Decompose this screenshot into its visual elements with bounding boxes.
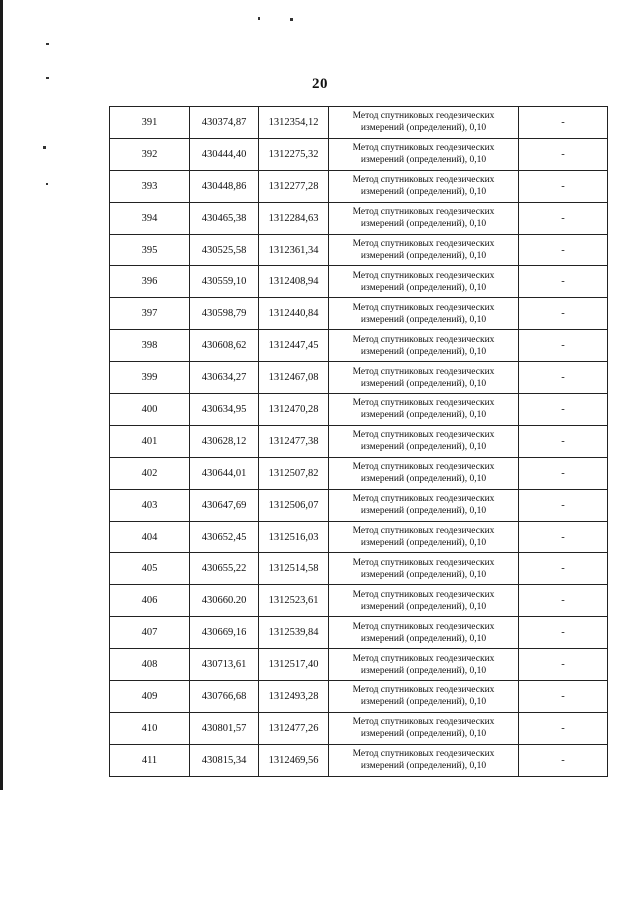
point-number-cell: 407 [110, 617, 190, 649]
y-coordinate-cell: 1312467,08 [259, 362, 329, 394]
point-number-cell: 396 [110, 266, 190, 298]
y-coordinate-cell: 1312477,38 [259, 425, 329, 457]
point-number-cell: 392 [110, 138, 190, 170]
description-cell: - [519, 521, 608, 553]
method-line-1: Метод спутниковых геодезических [352, 621, 495, 632]
method-line-2: измерений (определений), 0,10 [360, 442, 487, 453]
y-coordinate-cell: 1312493,28 [259, 681, 329, 713]
method-line-2: измерений (определений), 0,10 [360, 761, 487, 772]
method-cell [329, 138, 519, 170]
point-number-cell: 404 [110, 521, 190, 553]
method-line-2: измерений (определений), 0,10 [360, 506, 487, 517]
method-cell [329, 553, 519, 585]
method-line-1: Метод спутниковых геодезических [352, 334, 495, 345]
table-row [110, 553, 608, 585]
method-line-1: Метод спутниковых геодезических [352, 398, 495, 409]
y-coordinate-cell: 1312539,84 [259, 617, 329, 649]
table-row [110, 298, 608, 330]
description-cell: - [519, 330, 608, 362]
method-line-2: измерений (определений), 0,10 [360, 251, 487, 261]
x-coordinate-cell: 430559,10 [190, 266, 259, 298]
description-cell: - [519, 425, 608, 457]
description-cell: - [519, 585, 608, 617]
table-row [110, 712, 608, 744]
x-coordinate-cell: 430647,69 [190, 489, 259, 521]
method-cell [329, 107, 519, 139]
x-coordinate-cell: 430465,38 [190, 202, 259, 234]
point-number-cell: 399 [110, 362, 190, 394]
x-coordinate-cell: 430801,57 [190, 712, 259, 744]
table-row [110, 138, 608, 170]
x-coordinate-cell: 430713,61 [190, 649, 259, 681]
table-row [110, 744, 608, 776]
y-coordinate-cell: 1312447,45 [259, 330, 329, 362]
method-cell [329, 585, 519, 617]
method-cell [329, 744, 519, 776]
method-line-1: Метод спутниковых геодезических [352, 143, 495, 154]
table-row [110, 362, 608, 394]
description-cell: - [519, 617, 608, 649]
method-line-2: измерений (определений), 0,10 [360, 633, 487, 644]
description-cell: - [519, 107, 608, 139]
y-coordinate-cell: 1312516,03 [259, 521, 329, 553]
point-number-cell: 408 [110, 649, 190, 681]
x-coordinate-cell: 430815,34 [190, 744, 259, 776]
coordinates-table-body [110, 107, 608, 777]
y-coordinate-cell: 1312408,94 [259, 266, 329, 298]
coordinates-table [109, 106, 608, 777]
method-cell [329, 202, 519, 234]
scan-left-edge [0, 0, 3, 790]
description-cell: - [519, 489, 608, 521]
y-coordinate-cell: 1312507,82 [259, 457, 329, 489]
method-cell [329, 712, 519, 744]
table-row [110, 394, 608, 426]
y-coordinate-cell: 1312470,28 [259, 394, 329, 426]
y-coordinate-cell: 1312514,58 [259, 553, 329, 585]
method-line-2: измерений (определений), 0,10 [360, 219, 487, 230]
method-line-1: Метод спутниковых геодезических [352, 494, 495, 505]
method-cell [329, 394, 519, 426]
description-cell: - [519, 649, 608, 681]
scan-speck [290, 18, 293, 21]
method-line-2: измерений (определений), 0,10 [360, 474, 487, 485]
table-row [110, 521, 608, 553]
table-row [110, 457, 608, 489]
point-number-cell: 406 [110, 585, 190, 617]
method-line-2: измерений (определений), 0,10 [360, 729, 487, 740]
method-cell [329, 330, 519, 362]
x-coordinate-cell: 430655,22 [190, 553, 259, 585]
method-line-1: Метод спутниковых геодезических [352, 270, 495, 281]
y-coordinate-cell: 1312477,26 [259, 712, 329, 744]
description-cell: - [519, 202, 608, 234]
point-number-cell: 398 [110, 330, 190, 362]
method-line-2: измерений (определений), 0,10 [360, 346, 487, 357]
method-cell [329, 617, 519, 649]
point-number-cell: 403 [110, 489, 190, 521]
point-number-cell: 410 [110, 712, 190, 744]
method-line-1: Метод спутниковых геодезических [352, 239, 495, 249]
y-coordinate-cell: 1312354,12 [259, 107, 329, 139]
method-line-1: Метод спутниковых геодезических [352, 589, 495, 600]
method-cell [329, 298, 519, 330]
method-cell [329, 170, 519, 202]
x-coordinate-cell: 430628,12 [190, 425, 259, 457]
method-line-2: измерений (определений), 0,10 [360, 538, 487, 549]
scan-speck [46, 183, 48, 185]
x-coordinate-cell: 430644,01 [190, 457, 259, 489]
method-line-1: Метод спутниковых геодезических [352, 653, 495, 664]
point-number-cell: 405 [110, 553, 190, 585]
description-cell: - [519, 457, 608, 489]
method-line-1: Метод спутниковых геодезических [352, 430, 495, 441]
description-cell: - [519, 553, 608, 585]
description-cell: - [519, 266, 608, 298]
x-coordinate-cell: 430634,95 [190, 394, 259, 426]
point-number-cell: 411 [110, 744, 190, 776]
method-line-2: измерений (определений), 0,10 [360, 314, 487, 325]
table-row [110, 234, 608, 266]
table-row [110, 330, 608, 362]
description-cell: - [519, 681, 608, 713]
point-number-cell: 401 [110, 425, 190, 457]
description-cell: - [519, 394, 608, 426]
table-row [110, 681, 608, 713]
method-line-2: измерений (определений), 0,10 [360, 155, 487, 166]
method-line-1: Метод спутниковых геодезических [352, 749, 495, 760]
table-row [110, 617, 608, 649]
method-line-2: измерений (определений), 0,10 [360, 187, 487, 198]
table-row [110, 489, 608, 521]
point-number-cell: 400 [110, 394, 190, 426]
method-line-1: Метод спутниковых геодезических [352, 111, 495, 122]
method-cell [329, 521, 519, 553]
table-row [110, 649, 608, 681]
table-row [110, 425, 608, 457]
point-number-cell: 394 [110, 202, 190, 234]
method-cell [329, 489, 519, 521]
x-coordinate-cell: 430374,87 [190, 107, 259, 139]
x-coordinate-cell: 430448,86 [190, 170, 259, 202]
method-line-1: Метод спутниковых геодезических [352, 175, 495, 186]
method-line-2: измерений (определений), 0,10 [360, 569, 487, 580]
x-coordinate-cell: 430660.20 [190, 585, 259, 617]
method-line-2: измерений (определений), 0,10 [360, 378, 487, 389]
y-coordinate-cell: 1312506,07 [259, 489, 329, 521]
method-line-2: измерений (определений), 0,10 [360, 410, 487, 421]
x-coordinate-cell: 430652,45 [190, 521, 259, 553]
point-number-cell: 402 [110, 457, 190, 489]
method-line-1: Метод спутниковых геодезических [352, 366, 495, 377]
y-coordinate-cell: 1312275,32 [259, 138, 329, 170]
description-cell: - [519, 744, 608, 776]
scan-speck [43, 146, 46, 149]
method-line-1: Метод спутниковых геодезических [352, 685, 495, 696]
method-cell [329, 457, 519, 489]
description-cell: - [519, 170, 608, 202]
x-coordinate-cell: 430525,58 [190, 234, 259, 266]
method-line-1: Метод спутниковых геодезических [352, 302, 495, 313]
x-coordinate-cell: 430608,62 [190, 330, 259, 362]
table-row [110, 107, 608, 139]
y-coordinate-cell: 1312523,61 [259, 585, 329, 617]
method-line-1: Метод спутниковых геодезических [352, 557, 495, 568]
method-line-2: измерений (определений), 0,10 [360, 123, 487, 134]
y-coordinate-cell: 1312469,56 [259, 744, 329, 776]
method-cell [329, 362, 519, 394]
method-cell [329, 266, 519, 298]
x-coordinate-cell: 430766,68 [190, 681, 259, 713]
y-coordinate-cell: 1312277,28 [259, 170, 329, 202]
method-cell [329, 234, 519, 266]
y-coordinate-cell: 1312284,63 [259, 202, 329, 234]
description-cell: - [519, 298, 608, 330]
method-cell [329, 425, 519, 457]
description-cell: - [519, 234, 608, 266]
table-row [110, 585, 608, 617]
y-coordinate-cell: 1312440,84 [259, 298, 329, 330]
x-coordinate-cell: 430598,79 [190, 298, 259, 330]
method-line-1: Метод спутниковых геодезических [352, 207, 495, 218]
scan-speck [258, 17, 260, 20]
scan-speck [46, 43, 49, 45]
point-number-cell: 395 [110, 234, 190, 266]
y-coordinate-cell: 1312361,34 [259, 234, 329, 266]
method-line-2: измерений (определений), 0,10 [360, 601, 487, 612]
method-cell [329, 649, 519, 681]
method-line-1: Метод спутниковых геодезических [352, 462, 495, 473]
method-line-1: Метод спутниковых геодезических [352, 717, 495, 728]
description-cell: - [519, 712, 608, 744]
method-line-2: измерений (определений), 0,10 [360, 282, 487, 293]
method-line-1: Метод спутниковых геодезических [352, 526, 495, 537]
point-number-cell: 393 [110, 170, 190, 202]
description-cell: - [519, 362, 608, 394]
method-line-2: измерений (определений), 0,10 [360, 665, 487, 676]
table-row [110, 170, 608, 202]
description-cell: - [519, 138, 608, 170]
x-coordinate-cell: 430669,16 [190, 617, 259, 649]
y-coordinate-cell: 1312517,40 [259, 649, 329, 681]
point-number-cell: 409 [110, 681, 190, 713]
x-coordinate-cell: 430634,27 [190, 362, 259, 394]
page-number: 20 [312, 76, 328, 92]
table-row [110, 266, 608, 298]
table-row [110, 202, 608, 234]
point-number-cell: 391 [110, 107, 190, 139]
point-number-cell: 397 [110, 298, 190, 330]
method-cell [329, 681, 519, 713]
method-line-2: измерений (определений), 0,10 [360, 697, 487, 708]
x-coordinate-cell: 430444,40 [190, 138, 259, 170]
